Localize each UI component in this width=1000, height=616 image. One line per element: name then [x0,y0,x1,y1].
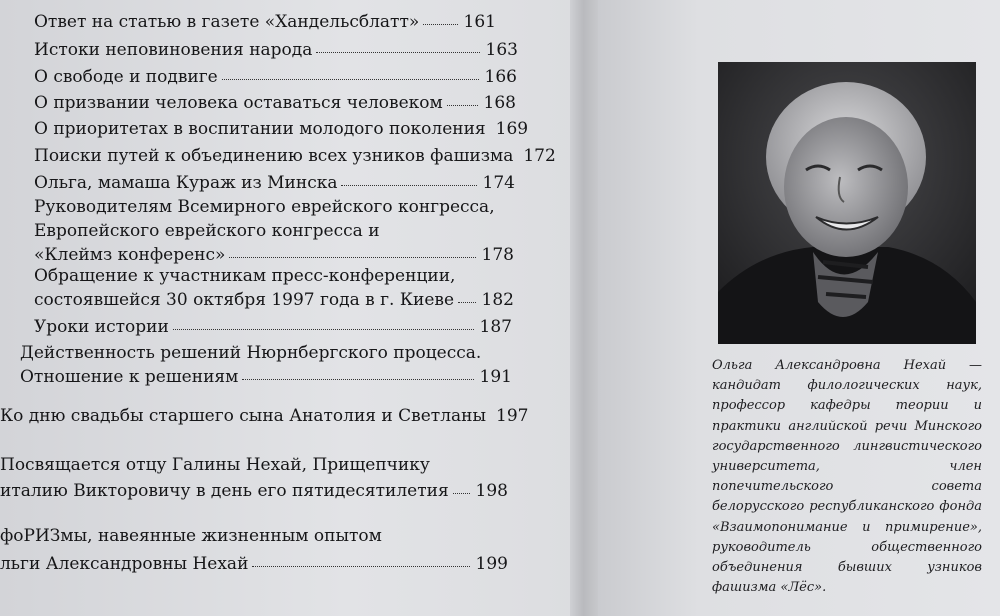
toc-entry-5 [34,118,529,140]
toc-page-number: 161 [463,12,496,32]
toc-entry-12 [0,405,529,427]
toc-leader-dots [252,565,469,567]
toc-entry-8 [34,196,514,266]
toc-leader-dots [173,328,474,330]
toc-page-number: 187 [479,317,512,337]
toc-leader-dots [447,104,478,106]
toc-entry-title-line: состоявшейся 30 октября 1997 года в г. Киеве [34,290,455,310]
toc-leader-dots [453,492,470,494]
toc-entry-6 [34,145,556,167]
toc-page-number: 168 [483,93,516,113]
toc-entry-13 [0,454,508,502]
toc-page-number: 199 [475,554,508,574]
author-bio-caption: Ольга Александровна Нехай — кандидат филологических наук, профессор кафедры теории и практики английской речи Минского государственного лингвистического университета, член попечительского совета белорусского республиканского фонда «Взаимопонимание и примирение», руководитель общественного объединения бывших узников фашизма «Лёс». [712,358,982,596]
toc-entry-3 [34,66,517,88]
toc-entry-title-line: «Клеймз конференс» [34,245,226,265]
toc-entry-14 [0,525,508,575]
toc-entry-title: Поиски путей к объединению всех узников фашизма [34,146,514,166]
toc-entry-title-line: италию Викторовичу в день его пятидесятилетия [0,481,449,501]
toc-entry-2 [34,39,518,61]
toc-entry-title: Ответ на статью в газете «Хандельсблатт» [34,12,420,32]
toc-entry-title-line: Руководителям Всемирного еврейского конгресса, [34,197,495,217]
toc-entry-10 [34,316,512,338]
toc-page-number: 178 [481,245,514,265]
toc-entry-title: Ко дню свадьбы старшего сына Анатолия и Светланы [0,406,487,426]
toc-page-number: 197 [496,406,529,426]
toc-leader-dots [458,301,476,303]
toc-entry-title-line: Действенность решений Нюрнбергского процесса. [20,343,482,363]
toc-entry-11 [20,342,512,388]
toc-page-number: 174 [482,173,515,193]
toc-leader-dots [341,184,476,186]
toc-leader-dots [316,51,479,53]
author-portrait-photo [718,62,976,344]
toc-page-number: 198 [475,481,508,501]
toc-entry-title-line: Посвящается отцу Галины Нехай, Прищепчику [0,455,430,475]
toc-entry-title: Истоки неповиновения народа [34,40,313,60]
portrait-illustration [718,62,976,344]
toc-entry-title-line: льги Александровны Нехай [0,554,249,574]
toc-entry-4 [34,92,516,114]
toc-entry-title-line: Обращение к участникам пресс-конференции, [34,266,456,286]
toc-leader-dots [229,256,475,258]
toc-entry-1 [34,11,496,33]
toc-entry-title: Уроки истории [34,317,169,337]
toc-entry-7 [34,172,515,194]
toc-entry-title: Ольга, мамаша Кураж из Минска [34,173,338,193]
toc-leader-dots [423,23,457,25]
book-gutter [570,0,600,616]
toc-entry-9 [34,265,514,311]
toc-entry-title-line: фоРИЗмы, навеянные жизненным опытом [0,526,382,546]
toc-entry-title: О призвании человека оставаться человеком [34,93,443,113]
toc-page-number: 182 [481,290,514,310]
toc-leader-dots [242,378,473,380]
toc-entry-title-line: Отношение к решениям [20,367,239,387]
toc-entry-title: О приоритетах в воспитании молодого поколения [34,119,486,139]
toc-page-number: 163 [485,40,518,60]
toc-page-number: 169 [495,119,529,139]
toc-page-number: 166 [484,67,517,87]
toc-entry-title-line: Европейского еврейского конгресса и [34,221,380,241]
toc-leader-dots [222,78,479,80]
toc-entry-title: О свободе и подвиге [34,67,218,87]
toc-page-number: 172 [523,146,556,166]
toc-page-number: 191 [479,367,512,387]
